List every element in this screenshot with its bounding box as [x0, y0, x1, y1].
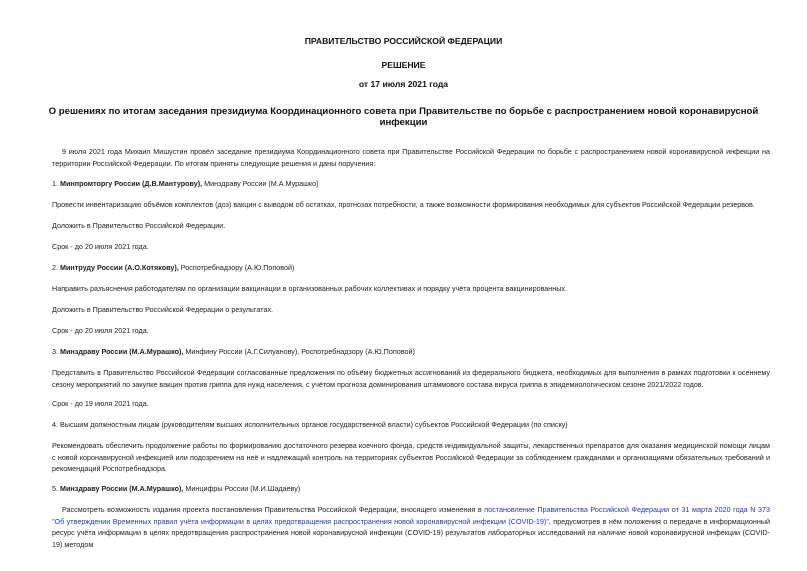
resolution-373-link[interactable]: постановление Правительства Российской Федерации от 31 марта 2020 года N 373 "Об утверждении Временных правил учёта информации в целях предотвращения распространения новой коронавирусной инфекции (COVID-19)" [52, 505, 770, 526]
item-2-task: Направить разъяснения работодателям по организации вакцинации в организованных рабочих коллективах и порядку учёта процента вакцинированных. [52, 284, 568, 293]
item-1-assignee: Минпромторгу России (Д.В.Мантурову), [60, 179, 203, 188]
document-title: О решениях по итогам заседания президиума Координационного совета при Правительстве по борьбе с распространением новой коронавирусной инфекции [48, 106, 759, 128]
item-5-heading [52, 483, 770, 495]
item-5-coassignee: Минцифры России (М.И.Шадаеву) [183, 484, 301, 493]
item-2-heading [52, 262, 770, 274]
item-5-task-intro: Рассмотреть возможность издания проекта постановления Правительства Российской Федерации, вносящего изменения в [62, 505, 485, 514]
item-1-number: 1. [52, 179, 58, 188]
item-3-coassignee: Минфину России (А.Г.Силуанову), Роспотребнадзору (А.Ю.Поповой) [183, 347, 415, 356]
item-1-heading [52, 178, 770, 190]
item-1-coassignee: Минздраву России (М.А.Мурашко) [202, 179, 319, 188]
item-2-assignee: Минтруду России (А.О.Котякову), [60, 263, 179, 272]
item-4-task: Рекомендовать обеспечить продолжение работы по формированию достаточного резерва коечного фонда, средств индивидуальной защиты, лекарственных препаратов для оказания медицинской помощи лицам с новой коронавирусной инфекцией или подозрением на неё и надлежащий контроль на территориях субъектов Российской Федерации за соблюдением гражданами и организациями обязательных требований и рекомендаций Роспотребнадзора. [52, 441, 770, 474]
item-2-coassignee: Роспотребнадзору (А.Ю.Поповой) [178, 263, 295, 272]
item-5-task-rest: , предусмотрев в нём положения о передаче в информационный ресурс учёта информации в целях предотвращения распространения новой коронавирусной инфекции (COVID-19) результатов лабораторных исследований на наличие новой коронавирусной инфекции (COVID-19) методом [52, 516, 770, 549]
intro-paragraph: 9 июля 2021 года Михаил Мишустин провёл заседание президиума Координационного совета при Правительстве Российской Федерации по борьбе с распространением новой коронавирусной инфекции на территории Российской Федерации. По итогам приняты следующие решения и даны поручения: [52, 147, 770, 168]
item-1-deadline: Срок - до 20 июля 2021 года. [52, 242, 149, 251]
item-2-deadline: Срок - до 20 июля 2021 года. [52, 326, 149, 335]
item-4-heading: 4. Высшим должностным лицам (руководителям высших исполнительных органов государственной власти) субъектов Российской Федерации (по списку) [52, 420, 568, 429]
item-5-assignee: Минздраву России (М.А.Мурашко), [60, 484, 184, 493]
item-3-deadline: Срок - до 19 июля 2021 года. [52, 399, 149, 408]
document-type: РЕШЕНИЕ [381, 60, 426, 70]
government-header: ПРАВИТЕЛЬСТВО РОССИЙСКОЙ ФЕДЕРАЦИИ [304, 36, 503, 46]
item-1-task: Провести инвентаризацию объёмов комплектов (доз) вакцин с выводом об остатках, прогнозах потребности, а также возможности формирования необходимых для субъектов Российской Федерации резервов. [52, 200, 755, 209]
document-date: от 17 июля 2021 года [358, 79, 449, 89]
item-5-number: 5. [52, 484, 58, 493]
item-3-task: Представить в Правительство Российской Федерации согласованные предложения по объёму бюджетных ассигнований из федерального бюджета, необходимых для выполнения в рамках подготовки к осеннему сезону мероприятий по закупке вакцин против гриппа для нужд населения, с учётом прогноза доминирования штаммового состава вируса гриппа в эпидемиологическом сезоне 2021/2022 годов. [52, 368, 770, 389]
item-2-report: Доложить в Правительство Российской Федерации о результатах. [52, 305, 274, 314]
item-3-number: 3. [52, 347, 58, 356]
item-1-report: Доложить в Правительство Российской Федерации. [52, 221, 226, 230]
item-2-number: 2. [52, 263, 58, 272]
item-5-task [52, 504, 770, 550]
item-3-heading [52, 346, 770, 358]
item-3-assignee: Минздраву России (М.А.Мурашко), [60, 347, 184, 356]
